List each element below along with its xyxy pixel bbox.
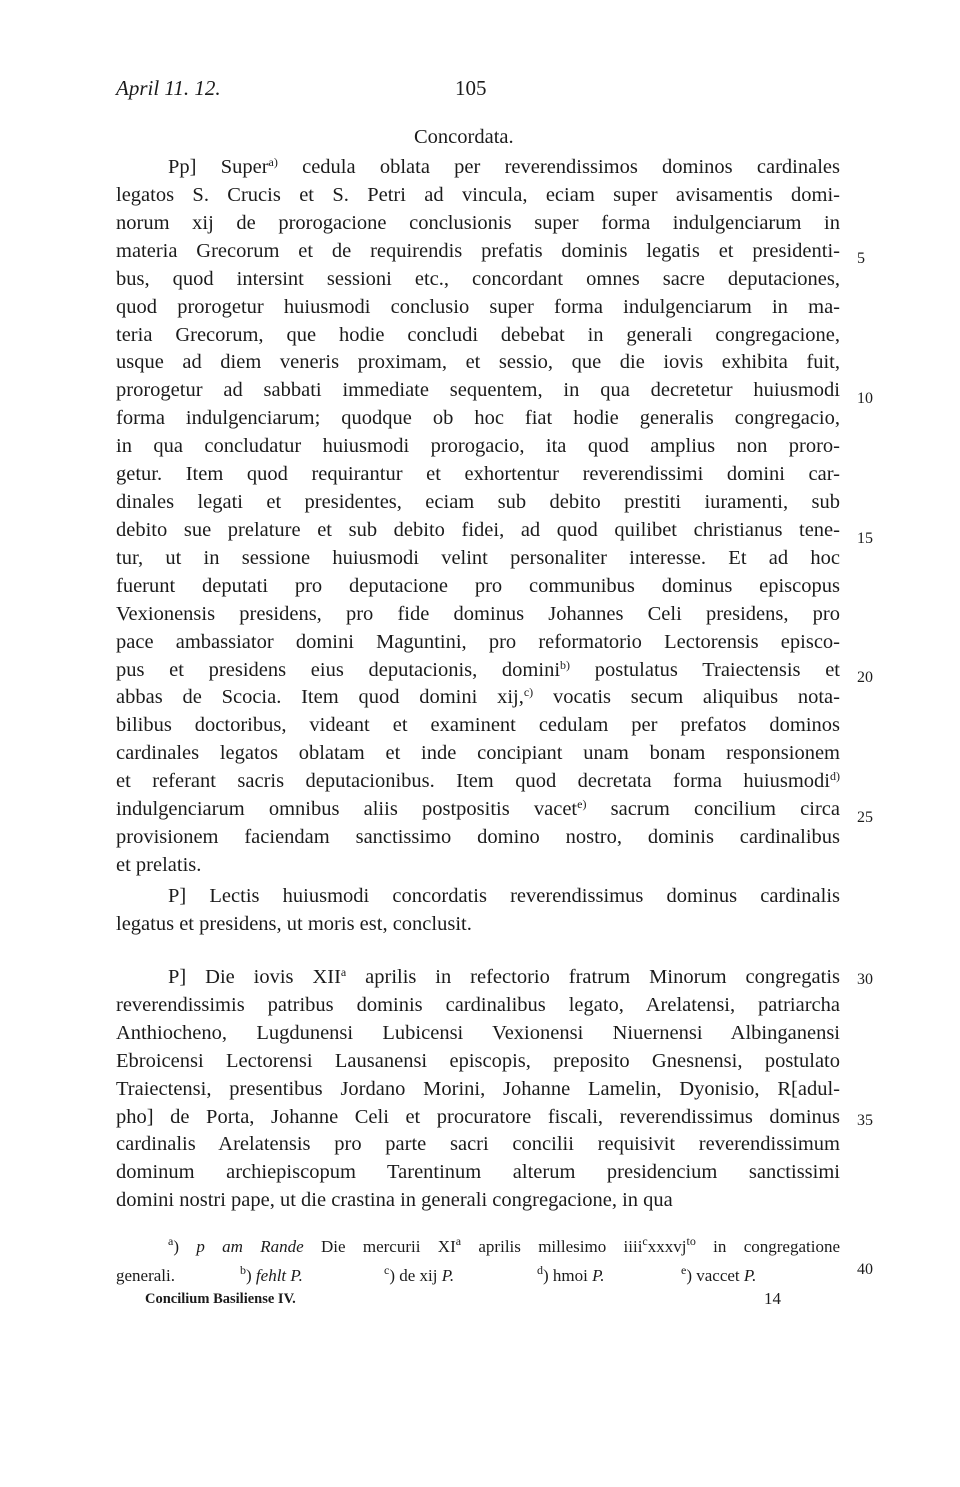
line-number: 20 <box>857 669 873 686</box>
text-line: et referant sacris deputacionibus. Item quod decretata forma huiusmodi$^{d)}$ <box>116 769 840 793</box>
text-line: usque ad diem veneris proximam, et sessio, que die iovis exhibita fuit, <box>116 351 840 374</box>
text-line: cardinalis Arelatensis pro parte sacri concilii requisivit reverendissimum <box>116 1133 840 1156</box>
text-line: pace ambassiator domini Maguntini, pro reformatorio Lectorensis episco- <box>116 630 840 653</box>
text-line: bilibus doctoribus, videant et examinent cedulam per prefatos dominos <box>116 714 840 737</box>
footnote-a: $^a$) p am Rande Die mercurii $XI^a$ aprilis millesimo iiii$^c$xxxvj$^{to}$ in congregatione <box>168 1234 840 1256</box>
line-number: 5 <box>857 250 865 267</box>
line-number: 15 <box>857 530 873 547</box>
text-line: P] Lectis huiusmodi concordatis reverendissimus dominus cardinalis <box>168 885 840 907</box>
text-line: legatos S. Crucis et S. Petri ad vincula, eciam super avisamentis domi- <box>116 183 840 206</box>
text-line: abbas de Scocia. Item quod domini xij,$^{c)}$ vocatis secum aliquibus nota- <box>116 685 840 709</box>
text-line: domini nostri pape, ut die crastina in generali congregacione, in qua <box>116 1189 673 1212</box>
text-line: getur. Item quod requirantur et exhortentur reverendissimi domini car- <box>116 463 840 486</box>
text-line: debito sue prelature et sub debito fidei, ad quod quilibet christianus tene- <box>116 518 840 541</box>
line-number: 40 <box>857 1261 873 1278</box>
footnote-e: $^e$) vaccet P. <box>681 1263 757 1285</box>
text-line: forma indulgenciarum; quodque ob hoc fiat hodie generalis congregacio, <box>116 407 840 430</box>
text-line: legatus et presidens, ut moris est, conclusit. <box>116 913 472 935</box>
text-line: Traiectensi, presentibus Jordano Morini, Johanne Lamelin, Dyonisio, R[adul- <box>116 1077 840 1100</box>
line-number: 25 <box>857 809 873 826</box>
text-line: Vexionensis presidens, pro fide dominus Johannes Celi presidens, pro <box>116 602 840 625</box>
text-line: Anthiocheno, Lugdunensi Lubicensi Vexionensi Niuernensi Albinganensi <box>116 1021 840 1044</box>
text-line: norum xij de prorogacione conclusionis super forma indulgenciarum in <box>116 211 840 234</box>
text-line: provisionem faciendam sanctissimo domino nostro, dominis cardinalibus <box>116 826 840 849</box>
line-number: 10 <box>857 390 873 407</box>
text-line: in qua concludatur huiusmodi prorogacio, ita quod amplius non proro- <box>116 435 840 458</box>
text-line: Pp] Super$^{a)}$ cedula oblata per reverendissimos dominos cardinales <box>168 155 840 178</box>
text-line: et prelatis. <box>116 854 202 876</box>
sheet-number: 14 <box>764 1289 781 1308</box>
text-line: quod prorogetur huiusmodi conclusio super forma indulgenciarum in ma- <box>116 295 840 318</box>
section-heading: Concordata. <box>414 126 514 148</box>
text-line: indulgenciarum omnibus aliis postpositis vacet$^{e)}$ sacrum concilium circa <box>116 797 840 821</box>
text-line: materia Grecorum et de requirendis prefatis dominis legatis et presidenti- <box>116 239 840 262</box>
line-number: 30 <box>857 971 873 988</box>
text-line: pho] de Porta, Johanne Celi et procuratore fiscali, reverendissimus dominus <box>116 1105 840 1128</box>
text-line: bus, quod intersint sessioni etc., concordant omnes sacre deputaciones, <box>116 267 840 290</box>
line-number: 35 <box>857 1112 873 1129</box>
signature-title: Concilium Basiliense IV. <box>145 1291 296 1307</box>
text-line: P] Die iovis XII$^a$ aprilis in refectorio fratrum Minorum congregatis <box>168 965 840 988</box>
text-line: cardinales legatos oblatam et inde concipiant unam bonam responsionem <box>116 742 840 765</box>
text-line: prorogetur ad sabbati immediate sequentem, in qua decretetur huiusmodi <box>116 379 840 402</box>
running-head: April 11. 12. <box>116 76 221 100</box>
text-line: dominum archiepiscopum Tarentinum alterum presidencium sanctissimi <box>116 1161 840 1184</box>
text-line: tur, ut in sessione huiusmodi velint personaliter interesse. Et ad hoc <box>116 546 840 569</box>
footnote-a-continued: generali. <box>116 1266 175 1285</box>
text-line: dinales legati et presidentes, eciam sub debito prestiti iuramenti, sub <box>116 491 840 514</box>
footnote-d: $^d$) hmoi P. <box>537 1263 605 1285</box>
text-line: fuerunt deputati pro deputacione pro communibus dominus episcopus <box>116 574 840 597</box>
footnote-c: $^c$) de xij P. <box>384 1263 455 1285</box>
text-line: Ebroicensi Lectorensi Lausanensi episcopis, preposito Gnesnensi, postulato <box>116 1049 840 1072</box>
text-line: pus et presidens eius deputacionis, domini$^{b)}$ postulatus Traiectensis et <box>116 657 840 681</box>
text-line: teria Grecorum, que hodie concludi debebat in generali congregacione, <box>116 323 840 346</box>
page-number: 105 <box>455 76 487 100</box>
text-line: reverendissimis patribus dominis cardinalibus legato, Arelatensi, patriarcha <box>116 993 840 1016</box>
footnote-b: $^b$) fehlt P. <box>240 1263 303 1285</box>
